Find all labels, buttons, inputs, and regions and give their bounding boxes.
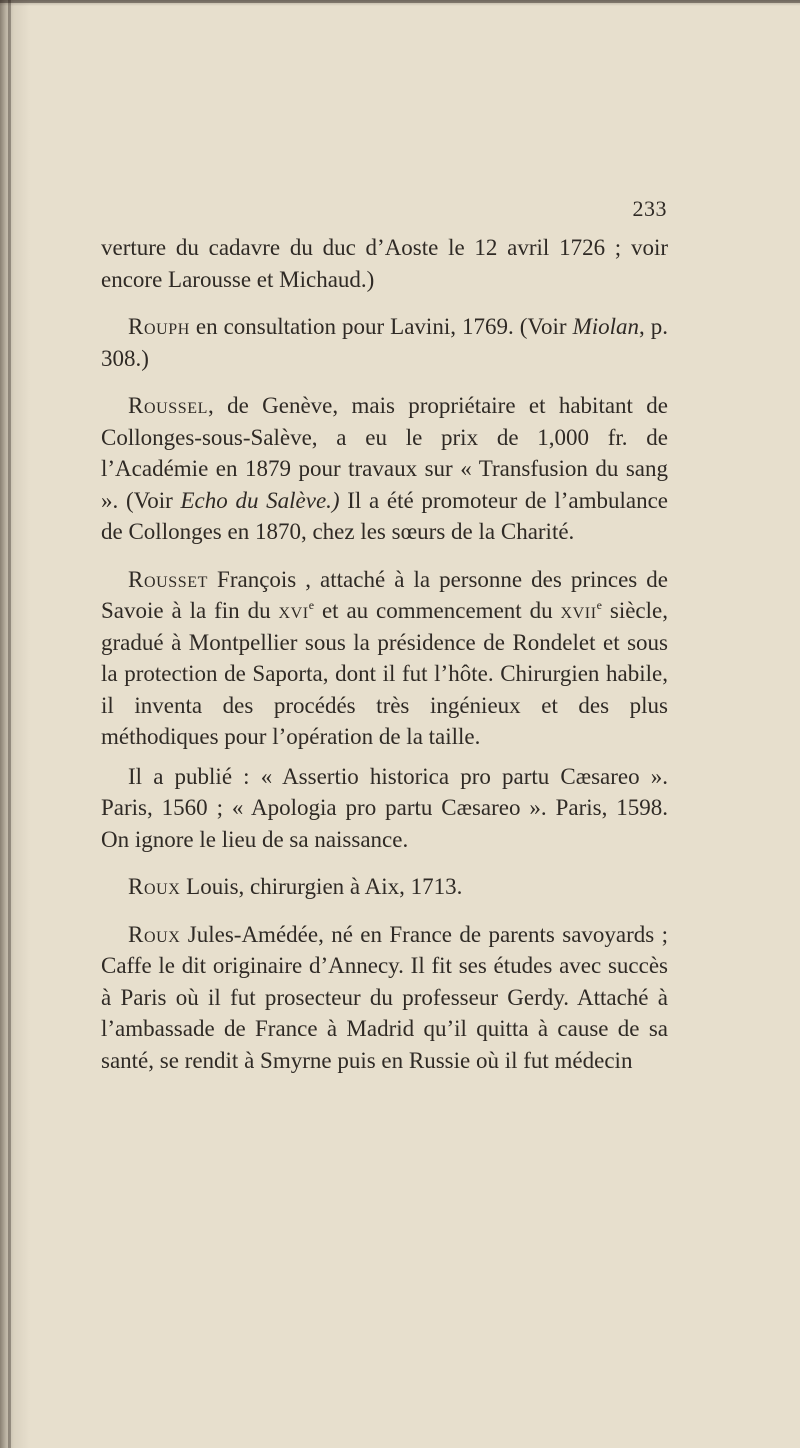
entry-roux-jules [101, 919, 668, 1077]
entry-reference: Miolan [572, 314, 640, 339]
page-number: 233 [632, 196, 667, 221]
century-numeral: xvii [560, 598, 597, 623]
entry-roussel [101, 390, 668, 548]
entry-name: Rousset [128, 566, 208, 592]
paragraph-text: verture du cadavre du duc d’Aoste le 12 avril 1726 ; voir encore Larousse et Michaud.) [101, 235, 668, 292]
entry-reference: Echo du Salève.) [180, 487, 340, 513]
entry-name: Roux [128, 921, 181, 947]
binding-shadow [8, 0, 11, 1448]
entry-text: Il a été promoteur de l’ambulance de Collonges en 1870, chez les sœurs de la Charité. [101, 487, 668, 544]
entry-text: , p. 308.) [101, 314, 669, 371]
entry-text: siècle, gradué à Montpellier sous la présidence de Rondelet et sous la protection de Saporta, dont il fut l’hôte. Chirurgien habile, il inventa des procédés très ingénieux et des plus méthodiques pour l’opération de la taille. [101, 598, 668, 749]
entry-text: Louis, chirurgien à Aix, 1713. [180, 874, 463, 899]
text-body [101, 232, 668, 1076]
entry-rousset [101, 564, 668, 753]
entry-name: Roussel [128, 393, 208, 418]
page-top-edge [0, 0, 800, 3]
entry-text: en consultation pour Lavini, 1769. (Voir [189, 314, 573, 339]
entry-text: , de Genève, mais propriétaire et habitant de Collonges-sous-Salève, a eu le prix de 1,000 fr. de l’Académie en 1879 pour travaux sur « Transfusion du sang ». (Voir [101, 393, 668, 513]
entry-name: Rouph [128, 314, 190, 339]
superscript: e [308, 598, 315, 612]
entry-text: et au commencement du [314, 598, 561, 623]
entry-rouph [101, 311, 668, 374]
entry-rousset-publications [101, 761, 668, 856]
paragraph-text: Il a publié : « Assertio historica pro partu Cæsareo ». Paris, 1560 ; « Apologia pro partu Cæsareo ». Paris, 1598. On ignore le lieu de sa naissance. [101, 763, 668, 852]
entry-text: Jules-Amédée, né en France de parents savoyards ; Caffe le dit originaire d’Annecy. Il fit ses études avec succès à Paris où il fut prosecteur du professeur Gerdy. Attaché à l’ambassade de France à Madrid qu’il quitta à cause de sa santé, se rendit à Smyrne puis en Russie où il fut médecin [101, 921, 668, 1073]
entry-text: François , attaché à la personne des princes de Savoie à la fin du [101, 566, 668, 623]
entry-name: Roux [128, 874, 181, 899]
century-numeral: xvi [278, 598, 309, 623]
superscript: e [596, 598, 602, 612]
paragraph-continuation [101, 232, 668, 295]
entry-roux-louis [101, 871, 668, 903]
